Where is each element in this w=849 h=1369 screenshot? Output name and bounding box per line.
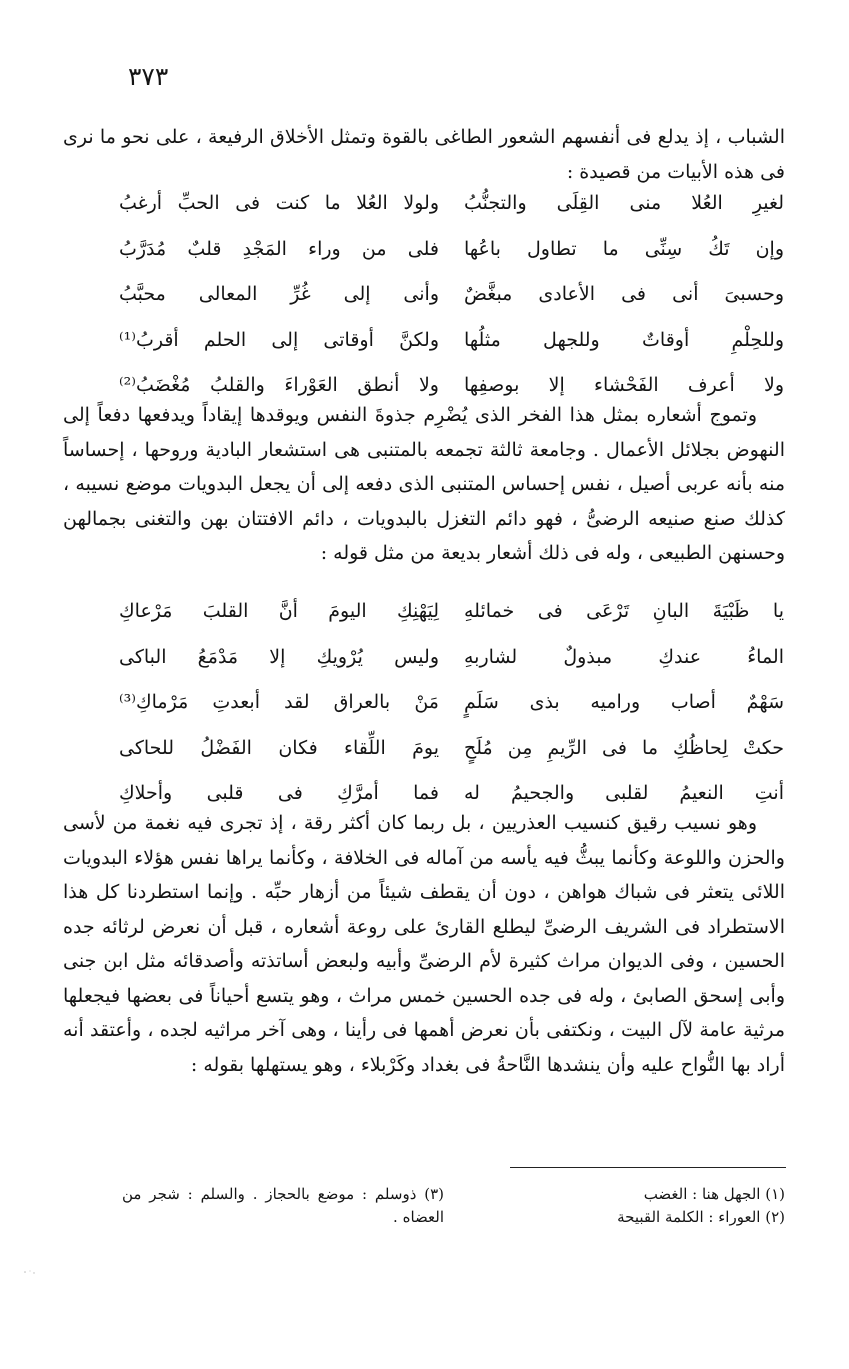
verse-first-hemistich: ولا أعرف الفَحْشاء إلا بوصفِها	[464, 374, 784, 396]
verse-first-hemistich: حكتْ لِحاظُكِ ما فى الرِّيمِ مِن مُلَحٍ	[464, 736, 784, 759]
verse-second-hemistich: وأنى إلى غُرِّ المعالى محبَّبُ	[119, 283, 439, 305]
poem-2	[119, 600, 784, 828]
verse-first-hemistich: سَهْمٌ أصاب وراميه بذى سَلَمٍ	[464, 691, 784, 713]
body-paragraph	[63, 398, 785, 571]
footnote-separator	[510, 1167, 786, 1168]
verse-line	[119, 237, 784, 284]
paragraph-text: وتموج أشعاره بمثل هذا الفخر الذى يُضْرِم جذوةَ النفس ويوقدها إيقاداً ويدفعها دفعاً إلى النهوض بجلائل الأعمال . وجامعة ثالثة تجمعه بالمتنبى هى استشعار البادية وروحها ، إحساساً منه بأنه عربى أصيل ، نفس إحساس المتنبى الذى دفعه إلى أن يجعل البدويات موضع نسيبه ، كذلك صنع صنيعه الرضىُّ ، فهو دائم التغزل بالبدويات ، دائم الافتتان بهن والتغنى بجمالهن وحسنهن الطبيعى ، وله فى ذلك أشعار بديعة من مثل قوله :	[63, 404, 785, 564]
verse-first-hemistich: وللحِلْمِ أوقاتٌ وللجهل مثلُها	[464, 328, 784, 351]
verse-second-hemistich: وليس يُرْويكِ إلا مَدْمَعُ الباكى	[119, 645, 439, 668]
verse-line	[119, 283, 784, 329]
paragraph-text: الشباب ، إذ يدلع فى أنفسهم الشعور الطاغى بالقوة وتمثل الأخلاق الرفيعة ، على نحو ما نرى فى هذه الأبيات من قصيدة :	[63, 126, 785, 183]
verse-first-hemistich: الماءُ عندكِ مبذولٌ لشاربهِ	[464, 645, 784, 668]
verse-second-hemistich: فلى من وراء المَجْدِ قلبٌ مُدَرَّبُ	[119, 237, 439, 260]
verse-line	[119, 600, 784, 646]
footnote-3: (٣) ذوسلم : موضع بالحجاز . والسلم : شجر من العضاه .	[122, 1185, 444, 1226]
scan-speck-decoration	[22, 1268, 36, 1276]
verse-second-hemistich: مَنْ بالعراق لقد أبعدتِ مَرْماكِ⁽³⁾	[119, 691, 439, 713]
verse-second-hemistich: فما أمرَّكِ فى قلبى وأحلاكِ	[119, 782, 439, 804]
verse-line	[119, 645, 784, 692]
verse-second-hemistich: ولكنَّ أوقاتى إلى الحلم أقربُ⁽¹⁾	[119, 328, 439, 351]
page-number: ٣٧٣	[128, 62, 169, 91]
footnote-2: (٢) العوراء : الكلمة القبيحة	[617, 1208, 785, 1226]
poem-1	[119, 192, 784, 420]
footnote-1: (١) الجهل هنا : الغضب	[643, 1185, 785, 1203]
paragraph-text: وهو نسيب رقيق كنسيب العذريين ، بل ربما كان أكثر رقة ، إذ تجرى فيه نغمة من لأسى والحزن واللوعة وكأنما يبثُّ فيه يأسه من آماله فى الخلافة ، وكأنما يراها نفس هؤلاء البدويات اللائى يتعثر فى شباك هواهن ، دون أن يقطف شيئاً من أزهار حبِّه . وإنما استطردنا كل هذا الاستطراد فى الشريف الرضىِّ ليطلع القارئ على روعة أشعاره ، قبل أن نعرض لرثائه جده الحسين ، وفى الديوان مراث كثيرة لأم الرضىِّ وأبيه ولبعض أساتذته وأصدقائه مثل ابن جنى وأبى إسحق الصابئ ، وله فى جده الحسين خمس مراث ، وهو يتسع أحياناً فى بعضها فيجعلها مرثية عامة لآل البيت ، ونكتفى بأن نعرض أهمها فى رأينا ، وهى آخر مراثيه لجده ، وأعتقد أنه أراد بها النُّواح عليه وأن ينشدها النَّاحةُ فى بغداد وكَرْبلاء ، وهو يستهلها بقوله :	[63, 812, 785, 1076]
verse-second-hemistich: ولا أنطق العَوْراءَ والقلبُ مُغْضَبُ⁽²⁾	[119, 374, 439, 396]
verse-first-hemistich: لغيرِ العُلا منى القِلَى والتجنُّبُ	[464, 192, 784, 214]
footnotes-right-column	[535, 1183, 785, 1229]
verse-line	[119, 691, 784, 737]
intro-paragraph	[63, 120, 785, 189]
verse-second-hemistich: يومَ اللِّقاء فكان الفَضْلُ للحاكى	[119, 736, 439, 759]
body-paragraph	[63, 806, 785, 1082]
verse-first-hemistich: وإن تَكُ سِنِّى ما تطاول باعُها	[464, 237, 784, 260]
verse-first-hemistich: وحسبىَ أنى فى الأعادى مبغَّضٌ	[464, 283, 784, 305]
verse-first-hemistich: يا ظَبْيَةَ البانِ تَرْعَى فى خمائلهِ	[464, 600, 784, 622]
verse-second-hemistich: ولولا العُلا ما كنت فى الحبِّ أرغبُ	[119, 192, 439, 214]
verse-line	[119, 736, 784, 783]
verse-line	[119, 192, 784, 238]
verse-first-hemistich: أنتِ النعيمُ لقلبى والجحيمُ له	[464, 782, 784, 804]
verse-line	[119, 328, 784, 375]
verse-second-hemistich: لِيَهْنِكِ اليومَ أنَّ القلبَ مَرْعاكِ	[119, 600, 439, 622]
